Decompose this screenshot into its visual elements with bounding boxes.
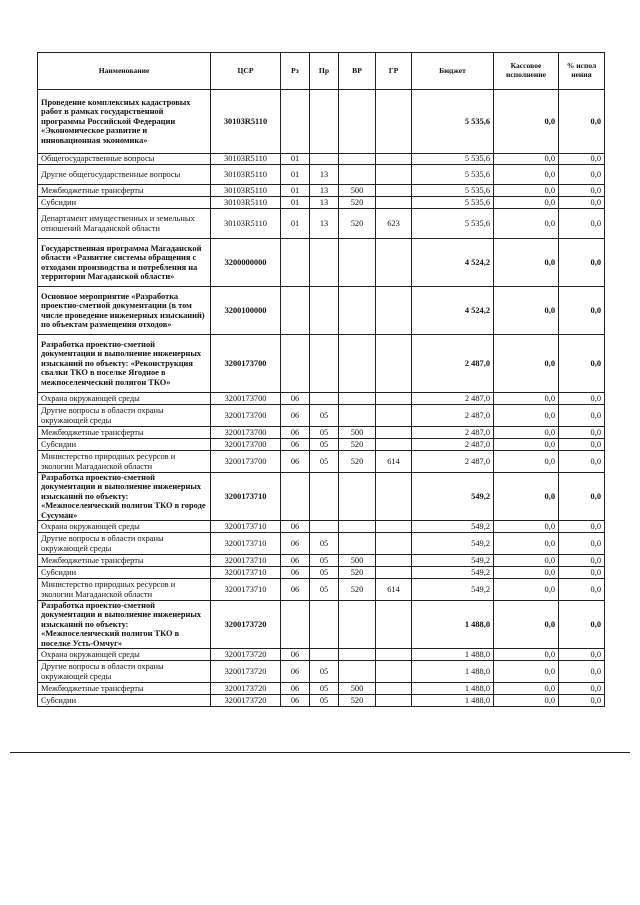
cell-vr bbox=[339, 649, 376, 661]
cell-kassa: 0,0 bbox=[494, 427, 559, 439]
cell-pr: 13 bbox=[310, 185, 339, 197]
cell-gr bbox=[376, 439, 412, 451]
cell-vr: 520 bbox=[339, 439, 376, 451]
cell-rz: 01 bbox=[281, 197, 310, 209]
cell-csr: 3200173710 bbox=[211, 555, 281, 567]
cell-vr: 520 bbox=[339, 579, 376, 601]
table-row bbox=[38, 439, 605, 451]
budget-table bbox=[37, 52, 605, 707]
cell-kassa: 0,0 bbox=[494, 287, 559, 335]
cell-csr: 30103R5110 bbox=[211, 197, 281, 209]
cell-name: Общегосударственные вопросы bbox=[38, 154, 211, 165]
cell-budget: 549,2 bbox=[412, 533, 494, 555]
cell-kassa: 0,0 bbox=[494, 533, 559, 555]
cell-kassa: 0,0 bbox=[494, 521, 559, 533]
header-csr: ЦСР bbox=[211, 53, 281, 90]
cell-name: Межбюджетные трансферты bbox=[38, 185, 211, 197]
cell-pr: 05 bbox=[310, 451, 339, 473]
cell-vr bbox=[339, 521, 376, 533]
cell-pct: 0,0 bbox=[559, 90, 605, 154]
cell-name: Государственная программа Магаданской области «Развитие системы обращения с отходами производства и потребления на территории Магаданской области» bbox=[38, 239, 211, 287]
cell-name: Межбюджетные трансферты bbox=[38, 683, 211, 695]
cell-vr bbox=[339, 393, 376, 405]
cell-budget: 5 535,6 bbox=[412, 165, 494, 185]
cell-csr: 3200173700 bbox=[211, 335, 281, 393]
cell-gr bbox=[376, 185, 412, 197]
cell-vr: 520 bbox=[339, 197, 376, 209]
cell-pr: 05 bbox=[310, 683, 339, 695]
cell-vr: 500 bbox=[339, 427, 376, 439]
cell-rz: 06 bbox=[281, 555, 310, 567]
cell-pr: 13 bbox=[310, 209, 339, 239]
table-row bbox=[38, 427, 605, 439]
cell-csr: 3200173710 bbox=[211, 533, 281, 555]
cell-pct: 0,0 bbox=[559, 239, 605, 287]
cell-kassa: 0,0 bbox=[494, 555, 559, 567]
cell-budget: 1 488,0 bbox=[412, 601, 494, 649]
cell-gr: 623 bbox=[376, 209, 412, 239]
cell-csr: 30103R5110 bbox=[211, 154, 281, 165]
cell-pr bbox=[310, 154, 339, 165]
table-row bbox=[38, 567, 605, 579]
cell-rz: 06 bbox=[281, 533, 310, 555]
cell-pct: 0,0 bbox=[559, 683, 605, 695]
cell-budget: 549,2 bbox=[412, 521, 494, 533]
table-row bbox=[38, 521, 605, 533]
cell-rz: 06 bbox=[281, 521, 310, 533]
cell-rz: 06 bbox=[281, 393, 310, 405]
table-row bbox=[38, 601, 605, 649]
cell-name: Проведение комплексных кадастровых работ в рамках государственной программы Российской Федерации «Экономическое развитие и инновационная экономика» bbox=[38, 90, 211, 154]
cell-budget: 5 535,6 bbox=[412, 90, 494, 154]
cell-vr: 520 bbox=[339, 567, 376, 579]
cell-rz bbox=[281, 287, 310, 335]
cell-rz: 06 bbox=[281, 661, 310, 683]
cell-vr: 500 bbox=[339, 555, 376, 567]
cell-kassa: 0,0 bbox=[494, 683, 559, 695]
cell-vr: 500 bbox=[339, 683, 376, 695]
cell-pr bbox=[310, 649, 339, 661]
table-row bbox=[38, 197, 605, 209]
cell-name: Другие вопросы в области охраны окружающей среды bbox=[38, 661, 211, 683]
footer-divider bbox=[10, 752, 630, 753]
cell-name: Межбюджетные трансферты bbox=[38, 555, 211, 567]
cell-name: Другие общегосударственные вопросы bbox=[38, 165, 211, 185]
cell-csr: 3200000000 bbox=[211, 239, 281, 287]
cell-gr: 614 bbox=[376, 451, 412, 473]
table-row bbox=[38, 695, 605, 707]
cell-kassa: 0,0 bbox=[494, 90, 559, 154]
header-pct: % испол нения bbox=[559, 53, 605, 90]
cell-gr bbox=[376, 695, 412, 707]
cell-name: Основное мероприятие «Разработка проектно-сметной документации (в том числе проведение инженерных изысканий) по объектам размещения отходов» bbox=[38, 287, 211, 335]
cell-kassa: 0,0 bbox=[494, 473, 559, 521]
cell-pr: 05 bbox=[310, 695, 339, 707]
cell-rz: 01 bbox=[281, 185, 310, 197]
cell-pct: 0,0 bbox=[559, 154, 605, 165]
cell-gr bbox=[376, 90, 412, 154]
cell-kassa: 0,0 bbox=[494, 695, 559, 707]
cell-csr: 3200173710 bbox=[211, 567, 281, 579]
header-budget: Бюджет bbox=[412, 53, 494, 90]
cell-name: Субсидии bbox=[38, 197, 211, 209]
cell-name: Межбюджетные трансферты bbox=[38, 427, 211, 439]
cell-csr: 30103R5110 bbox=[211, 90, 281, 154]
cell-vr bbox=[339, 661, 376, 683]
cell-pr bbox=[310, 473, 339, 521]
cell-pct: 0,0 bbox=[559, 473, 605, 521]
table-row bbox=[38, 335, 605, 393]
cell-pct: 0,0 bbox=[559, 695, 605, 707]
table-row bbox=[38, 555, 605, 567]
cell-pct: 0,0 bbox=[559, 197, 605, 209]
cell-pr: 05 bbox=[310, 427, 339, 439]
cell-pct: 0,0 bbox=[559, 533, 605, 555]
cell-kassa: 0,0 bbox=[494, 567, 559, 579]
cell-name: Министерство природных ресурсов и экологии Магаданской области bbox=[38, 451, 211, 473]
cell-name: Охрана окружающей среды bbox=[38, 521, 211, 533]
cell-csr: 3200173700 bbox=[211, 451, 281, 473]
cell-gr bbox=[376, 165, 412, 185]
cell-rz bbox=[281, 473, 310, 521]
cell-csr: 30103R5110 bbox=[211, 185, 281, 197]
cell-pr: 13 bbox=[310, 197, 339, 209]
cell-rz: 06 bbox=[281, 567, 310, 579]
cell-gr bbox=[376, 427, 412, 439]
cell-kassa: 0,0 bbox=[494, 579, 559, 601]
table-row bbox=[38, 154, 605, 165]
cell-rz: 06 bbox=[281, 649, 310, 661]
cell-kassa: 0,0 bbox=[494, 335, 559, 393]
cell-pct: 0,0 bbox=[559, 393, 605, 405]
cell-name: Разработка проектно-сметной документации и выполнение инженерных изысканий по объекту: «Реконструкция свалки ТКО в поселке Ягодное в межпоселенческий полигон ТКО» bbox=[38, 335, 211, 393]
cell-gr: 614 bbox=[376, 579, 412, 601]
cell-kassa: 0,0 bbox=[494, 393, 559, 405]
cell-pct: 0,0 bbox=[559, 209, 605, 239]
cell-csr: 3200173720 bbox=[211, 661, 281, 683]
cell-budget: 1 488,0 bbox=[412, 695, 494, 707]
table-row bbox=[38, 209, 605, 239]
cell-rz bbox=[281, 335, 310, 393]
cell-pct: 0,0 bbox=[559, 427, 605, 439]
cell-name: Разработка проектно-сметной документации и выполнение инженерных изысканий по объекту: «Межпоселенческий полигон ТКО в поселке Усть-Омчуг» bbox=[38, 601, 211, 649]
table-row bbox=[38, 683, 605, 695]
cell-rz bbox=[281, 601, 310, 649]
cell-pct: 0,0 bbox=[559, 335, 605, 393]
cell-pr: 05 bbox=[310, 661, 339, 683]
cell-kassa: 0,0 bbox=[494, 405, 559, 427]
cell-gr bbox=[376, 649, 412, 661]
header-vr: ВР bbox=[339, 53, 376, 90]
cell-kassa: 0,0 bbox=[494, 209, 559, 239]
header-pr: Пр bbox=[310, 53, 339, 90]
cell-pr: 05 bbox=[310, 439, 339, 451]
cell-budget: 5 535,6 bbox=[412, 185, 494, 197]
cell-rz: 01 bbox=[281, 165, 310, 185]
table-row bbox=[38, 405, 605, 427]
cell-name: Департамент имущественных и земельных отношений Магаданской области bbox=[38, 209, 211, 239]
cell-name: Разработка проектно-сметной документации и выполнение инженерных изысканий по объекту: «Межпоселенческий полигон ТКО в городе Сусуман» bbox=[38, 473, 211, 521]
cell-budget: 2 487,0 bbox=[412, 439, 494, 451]
cell-pr bbox=[310, 393, 339, 405]
cell-budget: 2 487,0 bbox=[412, 335, 494, 393]
cell-budget: 2 487,0 bbox=[412, 393, 494, 405]
cell-budget: 549,2 bbox=[412, 473, 494, 521]
cell-gr bbox=[376, 683, 412, 695]
cell-vr bbox=[339, 533, 376, 555]
cell-pr: 05 bbox=[310, 579, 339, 601]
cell-csr: 30103R5110 bbox=[211, 209, 281, 239]
cell-vr bbox=[339, 601, 376, 649]
cell-vr: 520 bbox=[339, 451, 376, 473]
table-row bbox=[38, 451, 605, 473]
cell-gr bbox=[376, 197, 412, 209]
table-row bbox=[38, 393, 605, 405]
header-kassa: Кассовое исполнение bbox=[494, 53, 559, 90]
table-row bbox=[38, 649, 605, 661]
cell-csr: 3200173720 bbox=[211, 649, 281, 661]
table-row bbox=[38, 90, 605, 154]
cell-csr: 3200173710 bbox=[211, 521, 281, 533]
cell-gr bbox=[376, 601, 412, 649]
cell-vr bbox=[339, 287, 376, 335]
cell-gr bbox=[376, 239, 412, 287]
cell-vr: 520 bbox=[339, 209, 376, 239]
cell-vr bbox=[339, 239, 376, 287]
cell-pct: 0,0 bbox=[559, 661, 605, 683]
cell-kassa: 0,0 bbox=[494, 185, 559, 197]
cell-pct: 0,0 bbox=[559, 165, 605, 185]
table-row bbox=[38, 579, 605, 601]
cell-csr: 3200173710 bbox=[211, 579, 281, 601]
cell-csr: 3200173700 bbox=[211, 405, 281, 427]
cell-kassa: 0,0 bbox=[494, 601, 559, 649]
cell-pr bbox=[310, 239, 339, 287]
cell-budget: 5 535,6 bbox=[412, 154, 494, 165]
cell-gr bbox=[376, 287, 412, 335]
cell-kassa: 0,0 bbox=[494, 649, 559, 661]
cell-pr: 05 bbox=[310, 405, 339, 427]
cell-name: Субсидии bbox=[38, 695, 211, 707]
cell-kassa: 0,0 bbox=[494, 197, 559, 209]
table-row bbox=[38, 165, 605, 185]
table-row bbox=[38, 185, 605, 197]
cell-pr bbox=[310, 335, 339, 393]
cell-name: Субсидии bbox=[38, 567, 211, 579]
cell-vr bbox=[339, 335, 376, 393]
cell-budget: 549,2 bbox=[412, 579, 494, 601]
cell-budget: 1 488,0 bbox=[412, 649, 494, 661]
cell-kassa: 0,0 bbox=[494, 154, 559, 165]
table-header-row bbox=[38, 53, 605, 90]
cell-budget: 2 487,0 bbox=[412, 451, 494, 473]
table-row bbox=[38, 239, 605, 287]
cell-csr: 3200173720 bbox=[211, 683, 281, 695]
cell-pct: 0,0 bbox=[559, 555, 605, 567]
cell-gr bbox=[376, 473, 412, 521]
cell-gr bbox=[376, 405, 412, 427]
table-body bbox=[38, 90, 605, 707]
cell-pct: 0,0 bbox=[559, 579, 605, 601]
cell-csr: 30103R5110 bbox=[211, 165, 281, 185]
cell-csr: 3200173720 bbox=[211, 601, 281, 649]
cell-rz: 01 bbox=[281, 154, 310, 165]
cell-budget: 1 488,0 bbox=[412, 661, 494, 683]
cell-vr bbox=[339, 90, 376, 154]
cell-rz: 06 bbox=[281, 405, 310, 427]
cell-vr bbox=[339, 405, 376, 427]
cell-gr bbox=[376, 533, 412, 555]
table-row bbox=[38, 533, 605, 555]
cell-rz: 06 bbox=[281, 579, 310, 601]
cell-pr: 05 bbox=[310, 567, 339, 579]
cell-name: Охрана окружающей среды bbox=[38, 393, 211, 405]
cell-vr: 500 bbox=[339, 185, 376, 197]
cell-pct: 0,0 bbox=[559, 451, 605, 473]
cell-vr bbox=[339, 154, 376, 165]
cell-pct: 0,0 bbox=[559, 405, 605, 427]
cell-pr bbox=[310, 521, 339, 533]
cell-budget: 4 524,2 bbox=[412, 287, 494, 335]
cell-kassa: 0,0 bbox=[494, 661, 559, 683]
cell-csr: 3200173700 bbox=[211, 393, 281, 405]
cell-gr bbox=[376, 335, 412, 393]
cell-csr: 3200173700 bbox=[211, 439, 281, 451]
cell-budget: 5 535,6 bbox=[412, 197, 494, 209]
cell-vr bbox=[339, 165, 376, 185]
cell-pr: 13 bbox=[310, 165, 339, 185]
cell-budget: 549,2 bbox=[412, 567, 494, 579]
cell-csr: 3200173710 bbox=[211, 473, 281, 521]
cell-pr bbox=[310, 90, 339, 154]
cell-rz: 06 bbox=[281, 439, 310, 451]
cell-csr: 3200173720 bbox=[211, 695, 281, 707]
cell-name: Другие вопросы в области охраны окружающей среды bbox=[38, 405, 211, 427]
cell-vr bbox=[339, 473, 376, 521]
cell-pct: 0,0 bbox=[559, 185, 605, 197]
cell-budget: 549,2 bbox=[412, 555, 494, 567]
cell-pct: 0,0 bbox=[559, 287, 605, 335]
table-row bbox=[38, 661, 605, 683]
cell-kassa: 0,0 bbox=[494, 165, 559, 185]
cell-pct: 0,0 bbox=[559, 521, 605, 533]
cell-budget: 2 487,0 bbox=[412, 405, 494, 427]
header-gr: ГР bbox=[376, 53, 412, 90]
cell-budget: 5 535,6 bbox=[412, 209, 494, 239]
cell-pct: 0,0 bbox=[559, 439, 605, 451]
cell-gr bbox=[376, 154, 412, 165]
cell-vr: 520 bbox=[339, 695, 376, 707]
cell-pr bbox=[310, 601, 339, 649]
cell-budget: 2 487,0 bbox=[412, 427, 494, 439]
table-row bbox=[38, 473, 605, 521]
cell-rz: 06 bbox=[281, 427, 310, 439]
cell-gr bbox=[376, 393, 412, 405]
cell-kassa: 0,0 bbox=[494, 451, 559, 473]
cell-rz: 06 bbox=[281, 451, 310, 473]
cell-csr: 3200100000 bbox=[211, 287, 281, 335]
cell-pct: 0,0 bbox=[559, 567, 605, 579]
cell-name: Другие вопросы в области охраны окружающей среды bbox=[38, 533, 211, 555]
cell-rz: 06 bbox=[281, 683, 310, 695]
cell-csr: 3200173700 bbox=[211, 427, 281, 439]
header-name: Наименование bbox=[38, 53, 211, 90]
cell-budget: 4 524,2 bbox=[412, 239, 494, 287]
cell-kassa: 0,0 bbox=[494, 239, 559, 287]
table-row bbox=[38, 287, 605, 335]
cell-rz bbox=[281, 90, 310, 154]
cell-pr: 05 bbox=[310, 555, 339, 567]
cell-pct: 0,0 bbox=[559, 649, 605, 661]
cell-rz bbox=[281, 239, 310, 287]
cell-gr bbox=[376, 567, 412, 579]
cell-pct: 0,0 bbox=[559, 601, 605, 649]
header-rz: Рз bbox=[281, 53, 310, 90]
cell-gr bbox=[376, 555, 412, 567]
cell-name: Субсидии bbox=[38, 439, 211, 451]
cell-name: Охрана окружающей среды bbox=[38, 649, 211, 661]
cell-rz: 06 bbox=[281, 695, 310, 707]
cell-gr bbox=[376, 521, 412, 533]
cell-rz: 01 bbox=[281, 209, 310, 239]
cell-name: Министерство природных ресурсов и экологии Магаданской области bbox=[38, 579, 211, 601]
cell-pr: 05 bbox=[310, 533, 339, 555]
cell-pr bbox=[310, 287, 339, 335]
cell-kassa: 0,0 bbox=[494, 439, 559, 451]
cell-gr bbox=[376, 661, 412, 683]
cell-budget: 1 488,0 bbox=[412, 683, 494, 695]
